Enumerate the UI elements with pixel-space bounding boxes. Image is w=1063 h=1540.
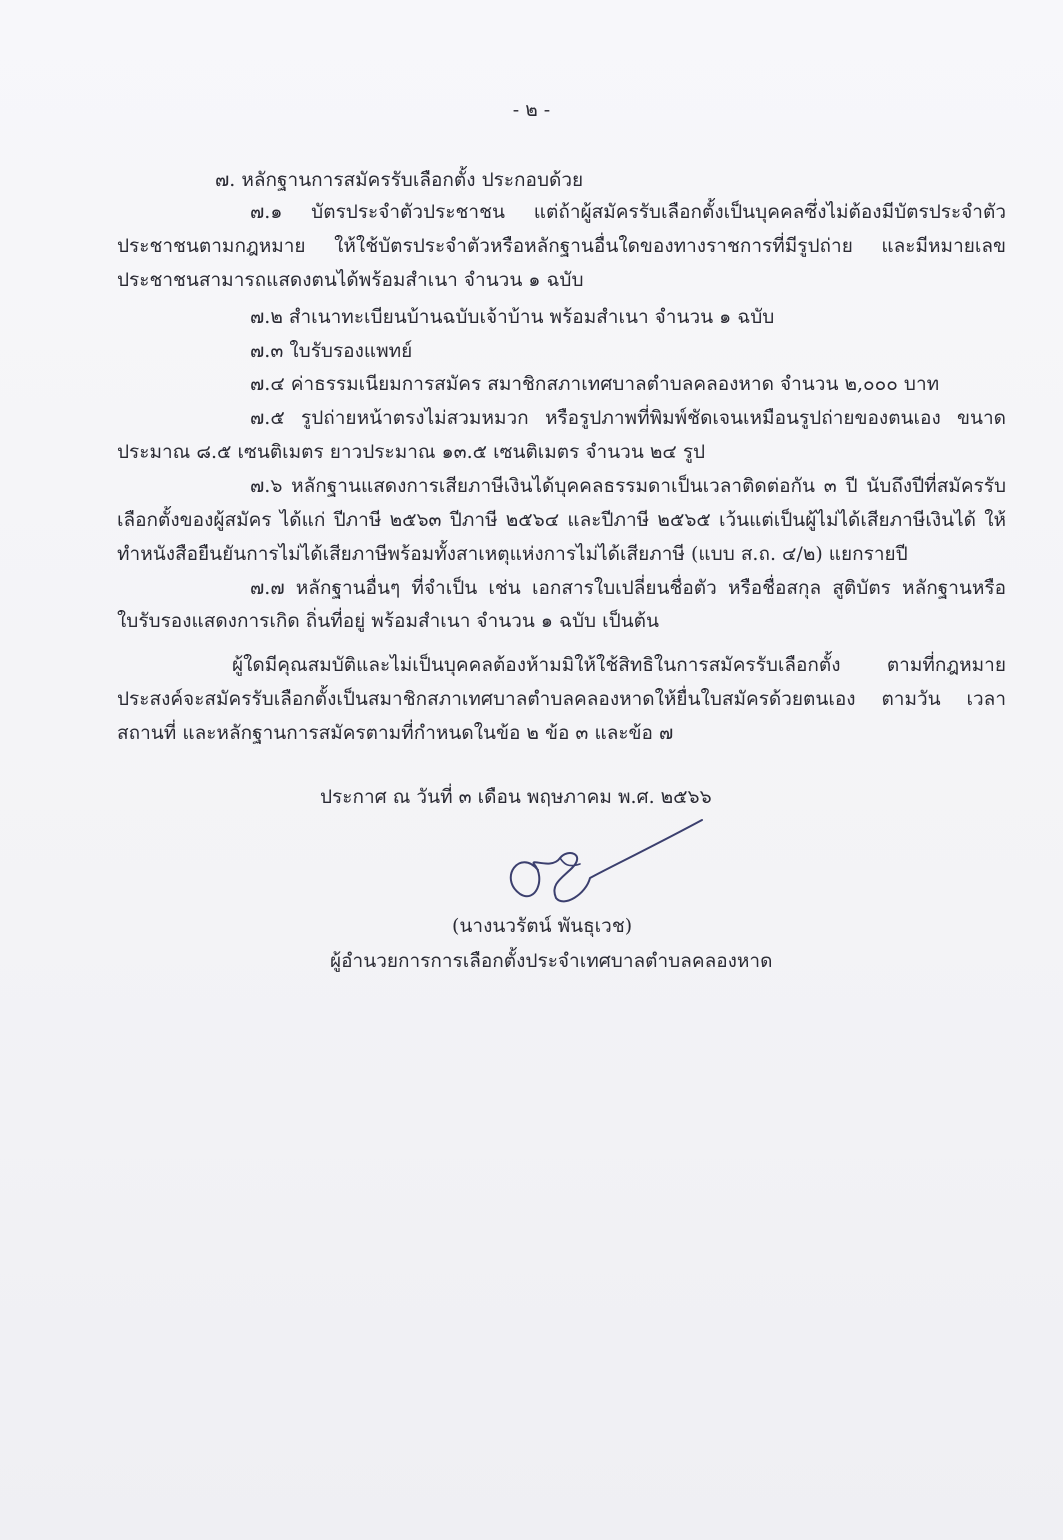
item-7-5-line-1: ๗.๕ รูปถ่ายหน้าตรงไม่สวมหมวก หรือรูปภาพที่พิมพ์ชัดเจนเหมือนรูปถ่ายของตนเอง ขนาด	[250, 407, 1006, 429]
closing-line-2: ประสงค์จะสมัครรับเลือกตั้งเป็นสมาชิกสภาเทศบาลตำบลคลองหาดให้ยื่นใบสมัครด้วยตนเอง ตามวัน เวลา	[117, 688, 1006, 710]
item-7-5-line-2: ประมาณ ๘.๕ เซนติเมตร ยาวประมาณ ๑๓.๕ เซนติเมตร จำนวน ๒๔ รูป	[117, 441, 706, 463]
item-7-4: ๗.๔ ค่าธรรมเนียมการสมัคร สมาชิกสภาเทศบาลตำบลคลองหาด จำนวน ๒,๐๐๐ บาท	[250, 373, 940, 395]
announcement-date: ประกาศ ณ วันที่ ๓ เดือน พฤษภาคม พ.ศ. ๒๕๖๖	[320, 786, 712, 808]
item-7-7-line-2: ใบรับรองแสดงการเกิด ถิ่นที่อยู่ พร้อมสำเนา จำนวน ๑ ฉบับ เป็นต้น	[117, 610, 659, 632]
item-7-2: ๗.๒ สำเนาทะเบียนบ้านฉบับเจ้าบ้าน พร้อมสำเนา จำนวน ๑ ฉบับ	[250, 306, 775, 328]
page-number: - ๒ -	[512, 99, 551, 121]
signer-name: (นางนวรัตน์ พันธุเวช)	[452, 915, 633, 937]
signer-title: ผู้อำนวยการการเลือกตั้งประจำเทศบาลตำบลคลองหาด	[330, 950, 773, 972]
item-7-6-line-1: ๗.๖ หลักฐานแสดงการเสียภาษีเงินได้บุคคลธรรมดาเป็นเวลาติดต่อกัน ๓ ปี นับถึงปีที่สมัครรับ	[250, 475, 1006, 497]
section-7-heading: ๗. หลักฐานการสมัครรับเลือกตั้ง ประกอบด้วย	[215, 169, 584, 191]
item-7-6-line-3: ทำหนังสือยืนยันการไม่ได้เสียภาษีพร้อมทั้งสาเหตุแห่งการไม่ได้เสียภาษี (แบบ ส.ถ. ๔/๒) แยกรายปี	[117, 543, 908, 565]
item-7-1-line-2: ประชาชนตามกฎหมาย ให้ใช้บัตรประจำตัวหรือหลักฐานอื่นใดของทางราชการที่มีรูปถ่าย และมีหมายเลข	[117, 235, 1006, 257]
item-7-7-line-1: ๗.๗ หลักฐานอื่นๆ ที่จำเป็น เช่น เอกสารใบเปลี่ยนชื่อตัว หรือชื่อสกุล สูติบัตร หลักฐานหรือ	[250, 577, 1006, 599]
item-7-6-line-2: เลือกตั้งของผู้สมัคร ได้แก่ ปีภาษี ๒๕๖๓ ปีภาษี ๒๕๖๔ และปีภาษี ๒๕๖๕ เว้นแต่เป็นผู้ไม่ได้เสียภาษีเงินได้ ให้	[117, 509, 1006, 531]
closing-line-1: ผู้ใดมีคุณสมบัติและไม่เป็นบุคคลต้องห้ามมิให้ใช้สิทธิในการสมัครรับเลือกตั้ง ตามที่กฎหมาย	[232, 654, 1006, 676]
item-7-3: ๗.๓ ใบรับรองแพทย์	[250, 340, 413, 362]
signature-mark	[490, 808, 720, 908]
item-7-1-line-1: ๗.๑ บัตรประจำตัวประชาชน แต่ถ้าผู้สมัครรับเลือกตั้งเป็นบุคคลซึ่งไม่ต้องมีบัตรประจำตัว	[250, 201, 1006, 223]
closing-line-3: สถานที่ และหลักฐานการสมัครตามที่กำหนดในข้อ ๒ ข้อ ๓ และข้อ ๗	[117, 722, 674, 744]
item-7-1-line-3: ประชาชนสามารถแสดงตนได้พร้อมสำเนา จำนวน ๑ ฉบับ	[117, 269, 584, 291]
